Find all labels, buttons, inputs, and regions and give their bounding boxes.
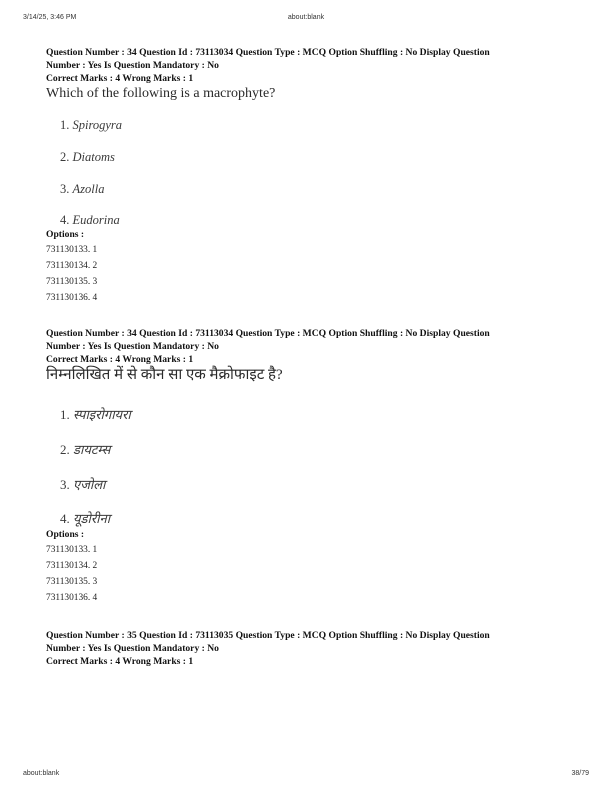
choice-2 [60,150,115,165]
question-meta-line3: Correct Marks : 4 Wrong Marks : 1 [46,354,194,365]
choice-3 [60,182,104,197]
question-meta-line1: Question Number : 35 Question Id : 73113035 Question Type : MCQ Option Shuffling : No Display Question [46,630,490,641]
question-text: Which of the following is a macrophyte? [46,86,276,101]
choice-label: डायटम्स [73,442,111,457]
choice-number: 1. [60,407,70,422]
choice-number: 3. [60,477,70,492]
option-id-1: 731130133. 1 [46,545,98,555]
option-id-4: 731130136. 4 [46,293,98,303]
choice-label: Spirogyra [72,118,123,132]
choice-label: स्पाइरोगायरा [73,407,131,422]
choice-label: Diatoms [72,150,115,164]
question-block-35 [46,629,576,674]
choice-number: 2. [60,150,70,164]
choice-label: एजोला [73,477,106,492]
options-label: Options : [46,229,85,240]
option-id-2: 731130134. 2 [46,261,98,271]
question-meta-line1: Question Number : 34 Question Id : 73113034 Question Type : MCQ Option Shuffling : No Display Question [46,47,490,58]
choice-number: 1. [60,118,70,132]
option-id-3: 731130135. 3 [46,277,98,287]
question-meta-line2: Number : Yes Is Question Mandatory : No [46,60,219,71]
question-meta-line3: Correct Marks : 4 Wrong Marks : 1 [46,656,194,667]
choice-1 [60,118,122,133]
question-block-34-en [46,46,576,306]
option-id-2: 731130134. 2 [46,561,98,571]
options-label: Options : [46,529,85,540]
print-page-number: 38/79 [571,770,589,777]
choice-label: यूडोरीना [73,511,111,526]
choice-label: Eudorina [72,213,120,227]
choice-4 [60,213,120,228]
choice-number: 2. [60,442,70,457]
option-id-1: 731130133. 1 [46,245,98,255]
print-datetime: 3/14/25, 3:46 PM [23,14,77,21]
question-meta-line2: Number : Yes Is Question Mandatory : No [46,341,219,352]
choice-number: 4. [60,213,70,227]
choice-number: 4. [60,511,70,526]
question-meta-line2: Number : Yes Is Question Mandatory : No [46,643,219,654]
question-block-34-hi [46,327,576,612]
choice-4 [60,509,110,527]
question-meta-line3: Correct Marks : 4 Wrong Marks : 1 [46,73,194,84]
choice-1 [60,405,131,423]
choice-label: Azolla [72,182,105,196]
choice-2 [60,440,110,458]
question-text: निम्नलिखित में से कौन सा एक मैक्रोफाइट है? [46,367,283,383]
question-meta-line1: Question Number : 34 Question Id : 73113034 Question Type : MCQ Option Shuffling : No Display Question [46,328,490,339]
print-footer-url: about:blank [23,770,60,777]
option-id-3: 731130135. 3 [46,577,98,587]
option-id-4: 731130136. 4 [46,593,98,603]
choice-3 [60,475,105,493]
print-page-title: about:blank [287,14,325,21]
choice-number: 3. [60,182,70,196]
